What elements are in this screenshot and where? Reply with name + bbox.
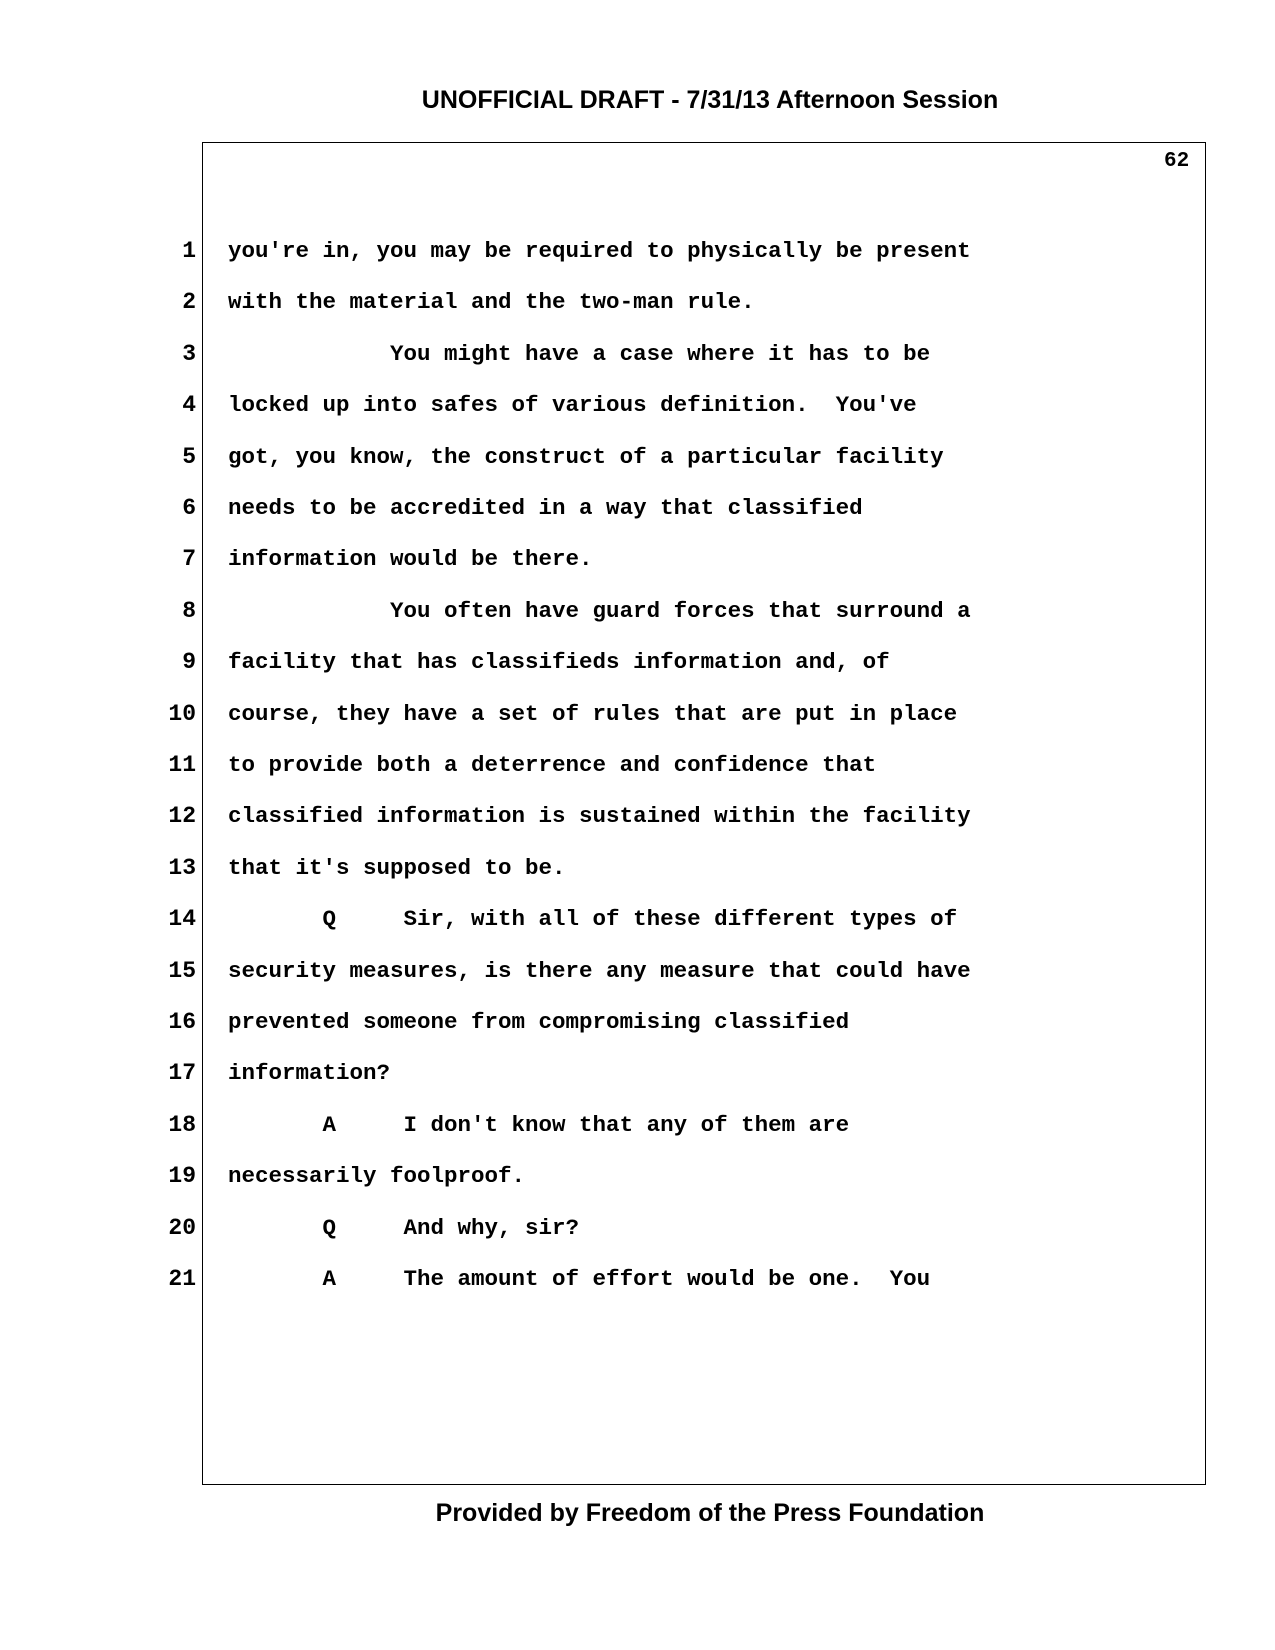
line-number: 6 <box>182 495 196 521</box>
transcript-line <box>0 339 1275 369</box>
line-text: that it's supposed to be. <box>228 855 566 881</box>
line-number: 10 <box>168 701 196 727</box>
document-header-title: UNOFFICIAL DRAFT - 7/31/13 Afternoon Session <box>421 86 999 114</box>
line-number: 3 <box>182 341 196 367</box>
line-text: prevented someone from compromising classified <box>228 1009 850 1035</box>
transcript-line <box>0 287 1275 317</box>
line-number: 14 <box>168 906 196 932</box>
line-number: 13 <box>168 855 196 881</box>
line-text: to provide both a deterrence and confidence that <box>228 752 877 778</box>
line-text: got, you know, the construct of a particular facility <box>228 444 944 470</box>
document-footer-title: Provided by Freedom of the Press Foundation <box>435 1499 985 1527</box>
transcript-line <box>0 904 1275 934</box>
transcript-line <box>0 236 1275 266</box>
transcript-line <box>0 1058 1275 1088</box>
line-number: 7 <box>182 546 196 572</box>
line-text: A The amount of effort would be one. You <box>228 1266 931 1292</box>
line-text: You might have a case where it has to be <box>228 341 931 367</box>
line-number: 19 <box>168 1163 196 1189</box>
line-text: You often have guard forces that surround a <box>228 598 971 624</box>
line-text: facility that has classifieds information and, of <box>228 649 890 675</box>
line-text: locked up into safes of various definition. You've <box>228 392 917 418</box>
transcript-line <box>0 390 1275 420</box>
line-number: 2 <box>182 289 196 315</box>
line-text: information? <box>228 1060 391 1086</box>
line-number: 21 <box>168 1266 196 1292</box>
line-number: 17 <box>168 1060 196 1086</box>
line-number: 15 <box>168 958 196 984</box>
line-text: needs to be accredited in a way that classified <box>228 495 863 521</box>
transcript-line <box>0 801 1275 831</box>
transcript-line <box>0 1161 1275 1191</box>
line-text: classified information is sustained within the facility <box>228 803 971 829</box>
transcript-line <box>0 1110 1275 1140</box>
transcript-line <box>0 647 1275 677</box>
page-number: 62 <box>1164 150 1190 173</box>
line-number: 12 <box>168 803 196 829</box>
line-text: security measures, is there any measure that could have <box>228 958 971 984</box>
transcript-line <box>0 442 1275 472</box>
line-number: 1 <box>182 238 196 264</box>
line-text: with the material and the two-man rule. <box>228 289 755 315</box>
transcript-line <box>0 750 1275 780</box>
line-text: necessarily foolproof. <box>228 1163 526 1189</box>
line-number: 16 <box>168 1009 196 1035</box>
transcript-line <box>0 853 1275 883</box>
line-text: you're in, you may be required to physically be present <box>228 238 971 264</box>
transcript-line <box>0 956 1275 986</box>
line-number: 4 <box>182 392 196 418</box>
line-number: 5 <box>182 444 196 470</box>
transcript-line <box>0 1264 1275 1294</box>
line-text: Q Sir, with all of these different types of <box>228 906 958 932</box>
line-text: information would be there. <box>228 546 593 572</box>
line-number: 8 <box>182 598 196 624</box>
transcript-line <box>0 596 1275 626</box>
line-text: A I don't know that any of them are <box>228 1112 850 1138</box>
line-text: Q And why, sir? <box>228 1215 580 1241</box>
transcript-line <box>0 699 1275 729</box>
transcript-line <box>0 493 1275 523</box>
transcript-line <box>0 1213 1275 1243</box>
line-number: 20 <box>168 1215 196 1241</box>
line-text: course, they have a set of rules that are put in place <box>228 701 958 727</box>
line-number: 11 <box>168 752 196 778</box>
transcript-line <box>0 1007 1275 1037</box>
transcript-line <box>0 544 1275 574</box>
line-number: 18 <box>168 1112 196 1138</box>
line-number: 9 <box>182 649 196 675</box>
